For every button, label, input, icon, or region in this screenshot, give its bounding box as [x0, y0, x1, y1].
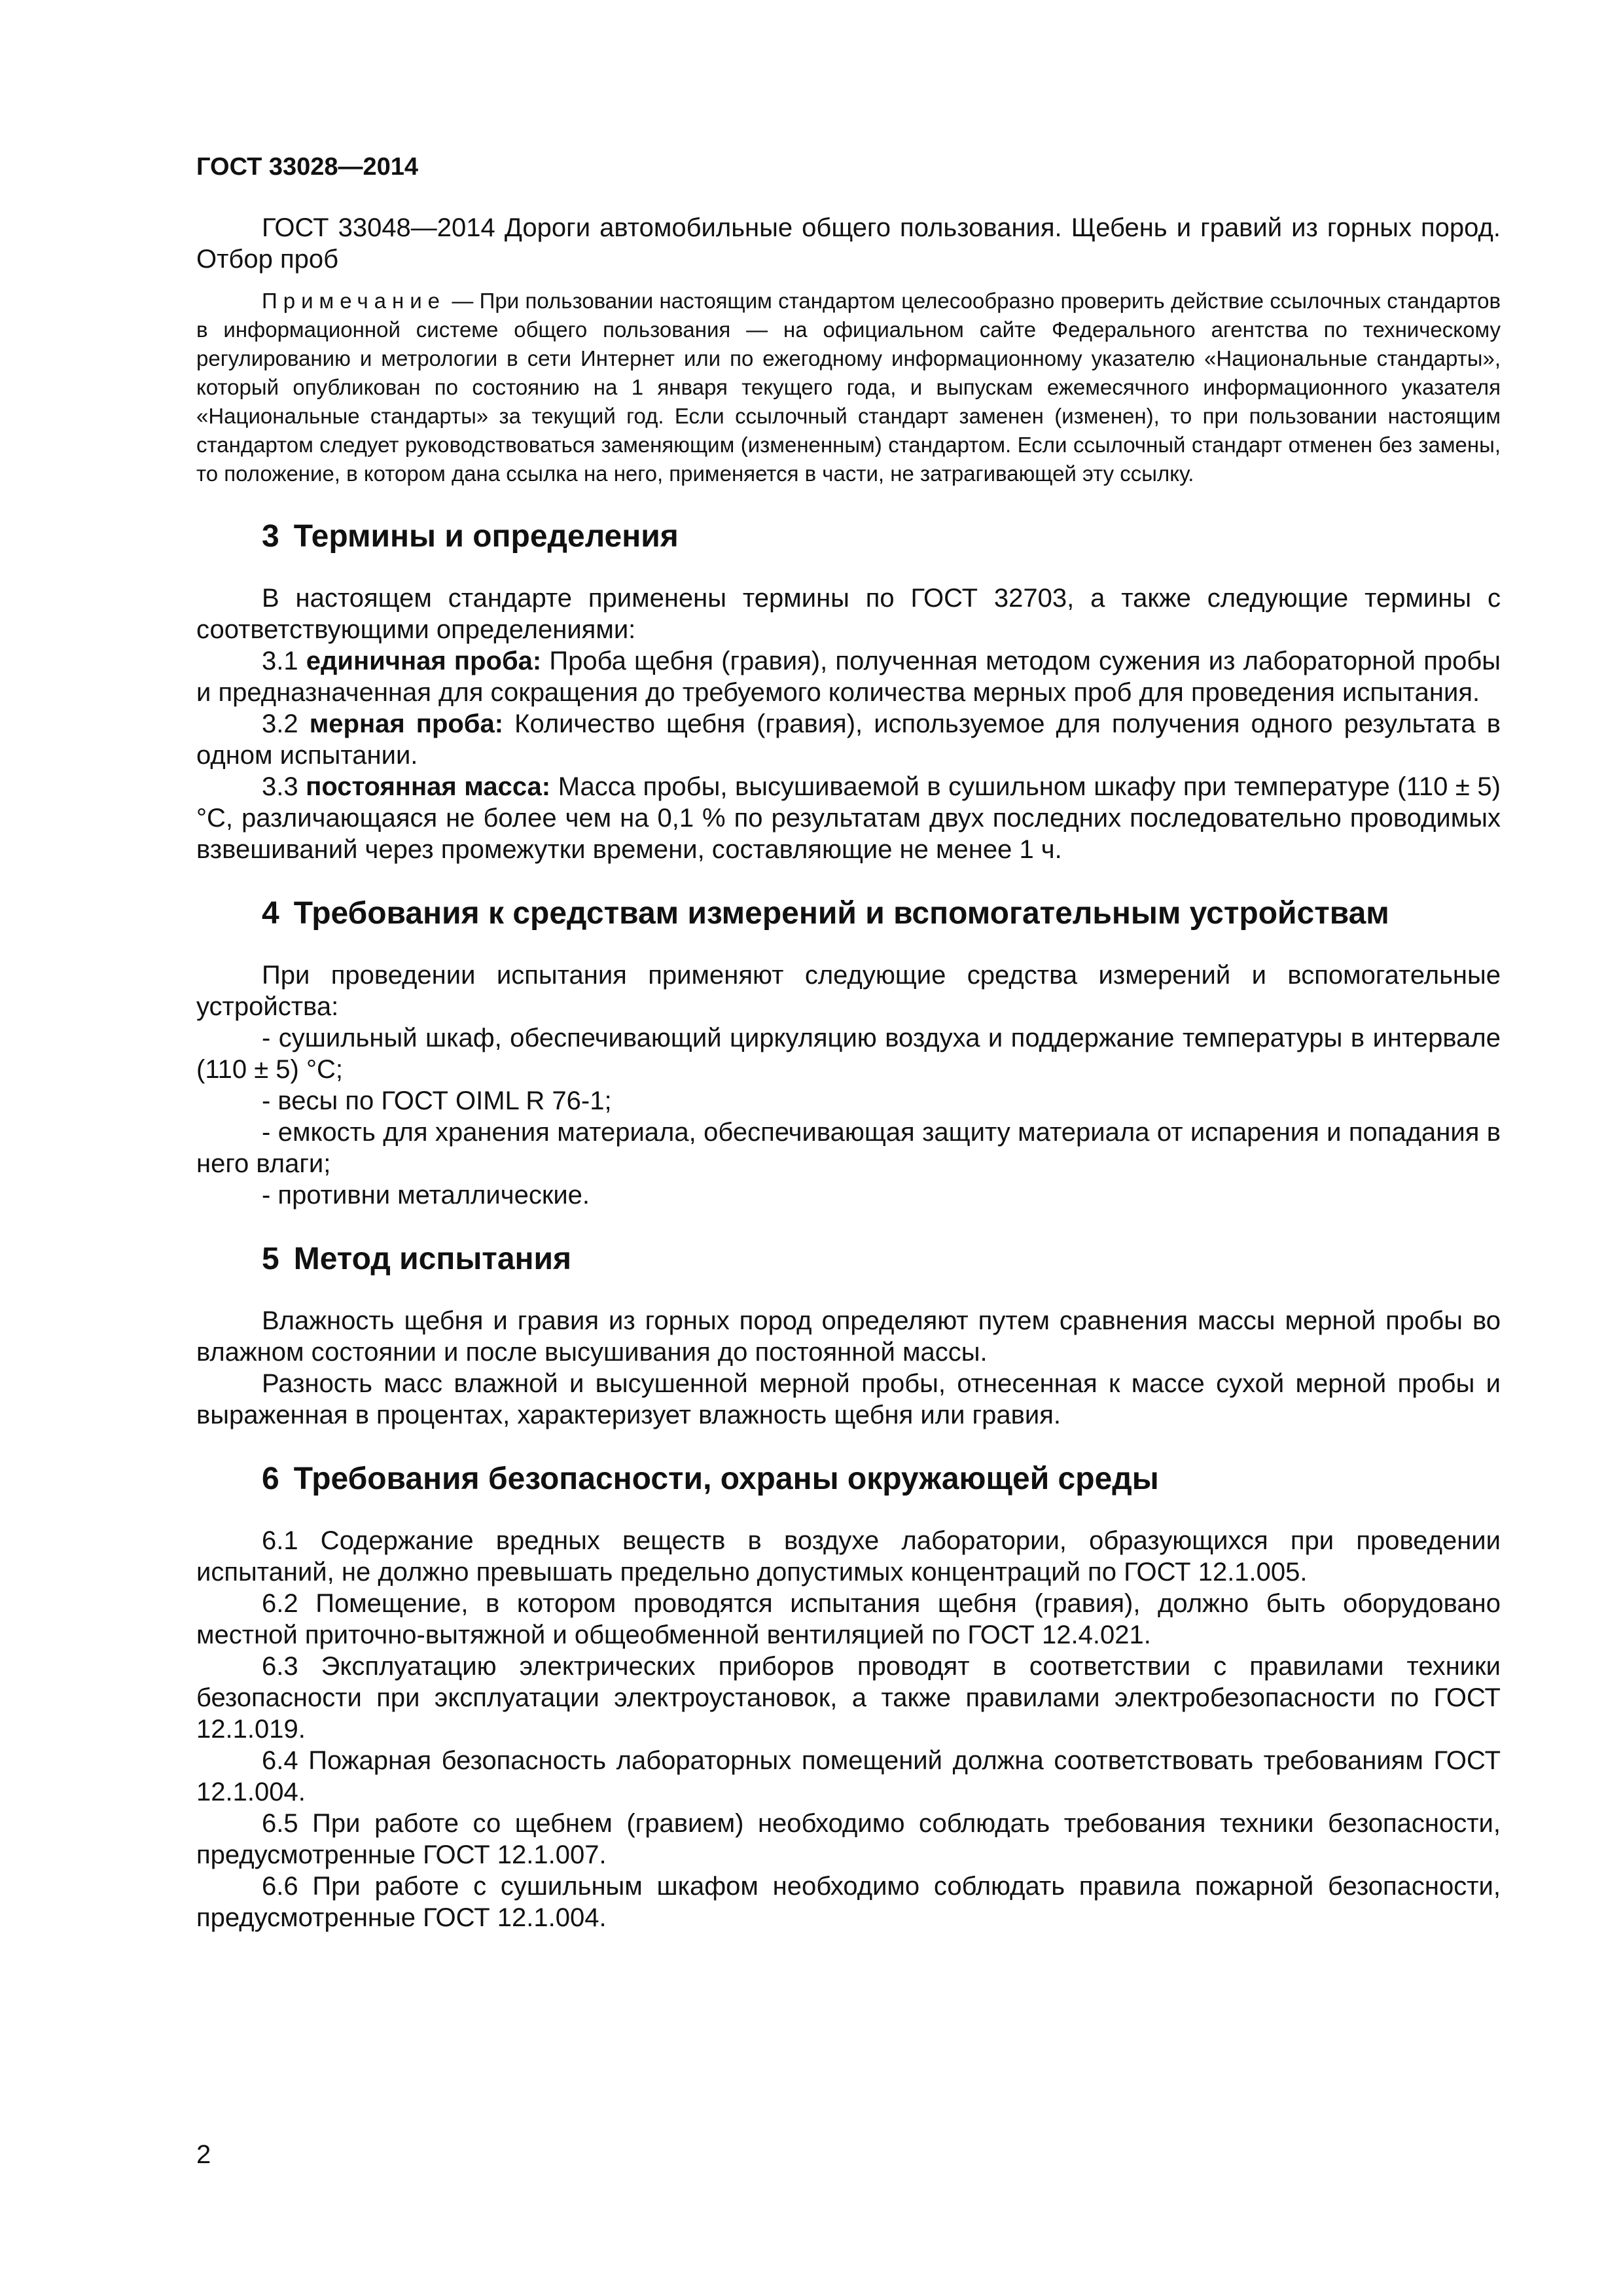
section-6-clause: 6.3 Эксплуатацию электрических приборов проводят в соответствии с правилами техники безопасности при эксплуатации электроустановок, а также правилами электробезопасности по ГОСТ 12.1.019.: [196, 1652, 1501, 1744]
term-3-1: [196, 645, 1501, 708]
section-3-title: [196, 517, 1501, 556]
document-page: [196, 151, 1501, 1933]
section-4-title: [196, 894, 1501, 933]
term-number: 3.2: [262, 709, 298, 738]
section-6-clause: 6.6 При работе с сушильным шкафом необходимо соблюдать правила пожарной безопасности, предусмотренные ГОСТ 12.1.004.: [196, 1872, 1501, 1932]
section-5-number: 5: [262, 1242, 279, 1276]
section-6-clause: 6.4 Пожарная безопасность лабораторных помещений должна соответствовать требованиям ГОСТ 12.1.004.: [196, 1746, 1501, 1806]
reference-gost-33048: ГОСТ 33048—2014 Дороги автомобильные общего пользования. Щебень и гравий из горных пород. Отбор проб: [196, 213, 1501, 274]
term-number: 3.1: [262, 647, 298, 675]
section-5-paragraph: Разность масс влажной и высушенной мерной пробы, отнесенная к массе сухой мерной пробы и выраженная в процентах, характеризует влажность щебня или гравия.: [196, 1369, 1501, 1429]
note-text: — При пользовании настоящим стандартом целесообразно проверить действие ссылочных стандартов в информационной системе общего пользования — на официальном сайте Федерального агентства по техническому регулированию и метрологии в сети Интернет или по ежегодному информационному указателю «Национальные стандарты», который опубликован по состоянию на 1 января текущего года, и выпускам ежемесячного информационного указателя «Национальные стандарты» за текущий год. Если ссылочный стандарт заменен (изменен), то при пользовании настоящим стандартом следует руководствоваться заменяющим (измененным) стандартом. Если ссылочный стандарт отменен без замены, то положение, в котором дана ссылка на него, применяется в части, не затрагивающей эту ссылку.: [196, 289, 1501, 486]
section-4-list-item: - сушильный шкаф, обеспечивающий циркуляцию воздуха и поддержание температуры в интервале (110 ± 5) °С;: [196, 1024, 1501, 1084]
term-3-3: [196, 771, 1501, 865]
section-5-title-text: Метод испытания: [293, 1242, 572, 1276]
term-definition: Проба щебня (гравия), полученная методом сужения из лабораторной пробы и предназначенная для сокращения до требуемого количества мерных проб для проведения испытания.: [196, 647, 1501, 707]
note-paragraph: [196, 287, 1501, 488]
document-header: ГОСТ 33028—2014: [196, 153, 419, 181]
section-4-title-text: Требования к средствам измерений и вспомогательным устройствам: [293, 896, 1389, 931]
section-3-number: 3: [262, 519, 279, 554]
section-6-title-text: Требования безопасности, охраны окружающей среды: [293, 1462, 1159, 1496]
section-6-clause: 6.5 При работе со щебнем (гравием) необходимо соблюдать требования техники безопасности, предусмотренные ГОСТ 12.1.007.: [196, 1809, 1501, 1869]
section-6-title: [196, 1460, 1501, 1499]
term-3-2: [196, 708, 1501, 771]
section-4-list-item: - емкость для хранения материала, обеспечивающая защиту материала от испарения и попадания в него влаги;: [196, 1118, 1501, 1178]
section-5-paragraph: Влажность щебня и гравия из горных пород определяют путем сравнения массы мерной пробы во влажном состоянии и после высушивания до постоянной массы.: [196, 1306, 1501, 1367]
term-number: 3.3: [262, 772, 298, 801]
page-number: 2: [196, 2140, 211, 2169]
section-4-list-item: - весы по ГОСТ OIML R 76-1;: [262, 1086, 612, 1115]
section-5-title: [196, 1240, 1501, 1279]
section-6-clause: 6.1 Содержание вредных веществ в воздухе лаборатории, образующихся при проведении испытаний, не должно превышать предельно допустимых концентраций по ГОСТ 12.1.005.: [196, 1526, 1501, 1587]
section-4-number: 4: [262, 896, 279, 931]
section-3-intro: В настоящем стандарте применены термины по ГОСТ 32703, а также следующие термины с соответствующими определениями:: [196, 584, 1501, 644]
section-4-paragraph: При проведении испытания применяют следующие средства измерений и вспомогательные устройства:: [196, 961, 1501, 1021]
term-name: мерная проба:: [309, 709, 504, 738]
term-definition: Количество щебня (гравия), используемое для получения одного результата в одном испытании.: [196, 709, 1501, 770]
note-label: Примечание: [262, 289, 446, 313]
section-3-title-text: Термины и определения: [293, 519, 679, 554]
term-name: единичная проба:: [306, 647, 542, 675]
section-6-clause: 6.2 Помещение, в котором проводятся испытания щебня (гравия), должно быть оборудовано местной приточно-вытяжной и общеобменной вентиляцией по ГОСТ 12.4.021.: [196, 1589, 1501, 1649]
section-4-list-item: - противни металлические.: [262, 1181, 590, 1210]
term-definition: Масса пробы, высушиваемой в сушильном шкафу при температуре (110 ± 5) °С, различающаяся не более чем на 0,1 % по результатам двух последних последовательно проводимых взвешиваний через промежутки времени, составляющие не менее 1 ч.: [196, 772, 1501, 864]
section-6-number: 6: [262, 1462, 279, 1496]
term-name: постоянная масса:: [306, 772, 551, 801]
